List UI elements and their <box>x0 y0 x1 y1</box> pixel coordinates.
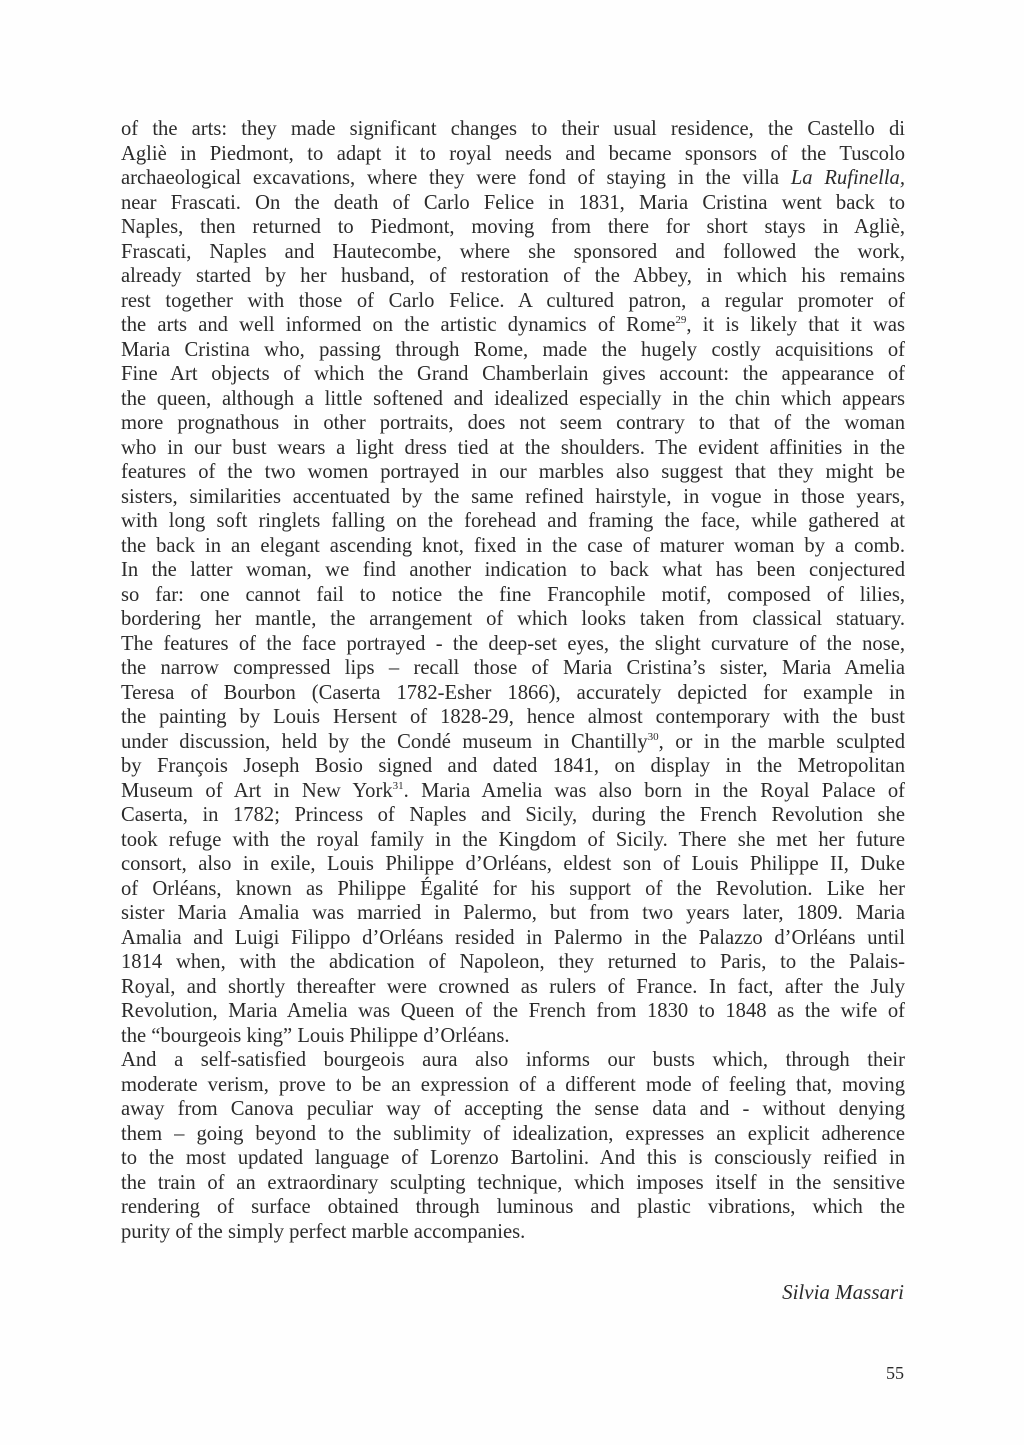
text-segment: under discussion, held by the Condé museum in Chantilly <box>121 730 648 753</box>
text-line: 1814 when, with the abdication of Napoleon, they returned to Paris, to the Palais- <box>121 951 905 973</box>
text-line: Royal, and shortly thereafter were crowned as rulers of France. In fact, after the July <box>121 975 905 998</box>
text-line: of the arts: they made significant changes to their usual residence, the Castello di <box>121 118 905 140</box>
text-line: the narrow compressed lips – recall those of Maria Cristina’s sister, Maria Amelia <box>121 657 905 679</box>
text-line: The features of the face portrayed - the deep-set eyes, the slight curvature of the nose, <box>121 632 905 655</box>
text-line: them – going beyond to the sublimity of idealization, expresses an explicit adherence <box>121 1122 905 1145</box>
text-line: Frascati, Naples and Hautecombe, where she sponsored and followed the work, <box>121 240 905 263</box>
text-line: who in our bust wears a light dress tied at the shoulders. The evident affinities in the <box>121 436 905 459</box>
text-line: by François Joseph Bosio signed and dated 1841, on display in the Metropolitan <box>121 755 905 777</box>
text-line: more prognathous in other portraits, does not seem contrary to that of the woman <box>121 412 905 434</box>
footnote-ref: 31 <box>392 779 404 792</box>
text-line: with long soft ringlets falling on the forehead and framing the face, while gathered at <box>121 510 905 532</box>
text-line: And a self-satisfied bourgeois aura also informs our busts which, through their <box>121 1049 905 1071</box>
text-segment: . Maria Amelia was also born in the Royal Palace of <box>403 779 905 802</box>
text-line: away from Canova peculiar way of accepting the sense data and - without denying <box>121 1098 905 1120</box>
text-line: Teresa of Bourbon (Caserta 1782-Esher 1866), accurately depicted for example in <box>121 681 905 704</box>
text-line: already started by her husband, of restoration of the Abbey, in which his remains <box>121 265 905 287</box>
text-line: features of the two women portrayed in our marbles also suggest that they might be <box>121 461 905 483</box>
author-signature: Silvia Massari <box>782 1280 904 1304</box>
text-line: the painting by Louis Hersent of 1828-29, hence almost contemporary with the bust <box>121 706 905 728</box>
text-segment: , or in the marble sculpted <box>658 730 905 753</box>
text-line: took refuge with the royal family in the Kingdom of Sicily. There she met her future <box>121 828 905 851</box>
paragraph-2 <box>121 1048 905 1244</box>
text-line: consort, also in exile, Louis Philippe d’Orléans, eldest son of Louis Philippe II, Duke <box>121 853 905 875</box>
footnote-ref: 29 <box>675 314 687 326</box>
text-line: near Frascati. On the death of Carlo Felice in 1831, Maria Cristina went back to <box>121 191 905 214</box>
text-segment: the arts and well informed on the artistic dynamics of Rome <box>121 314 676 336</box>
text-line <box>121 779 905 804</box>
text-line: so far: one cannot fail to notice the fine Francophile motif, composed of lilies, <box>121 583 905 606</box>
villa-name-italic: La Rufinella, <box>790 167 905 189</box>
page-number: 55 <box>886 1363 904 1383</box>
footnote-ref: 30 <box>647 730 659 743</box>
body-text <box>121 117 905 1244</box>
text-line: moderate verism, prove to be an expression of a different mode of feeling that, moving <box>121 1073 905 1096</box>
text-line: the “bourgeois king” Louis Philippe d’Orléans. <box>121 1024 510 1047</box>
text-line: Maria Cristina who, passing through Rome, made the hugely costly acquisitions of <box>121 338 905 361</box>
text-line: Caserta, in 1782; Princess of Naples and Sicily, during the French Revolution she <box>121 804 905 826</box>
text-line: In the latter woman, we find another indication to back what has been conjectured <box>121 559 905 581</box>
text-line: the back in an elegant ascending knot, fixed in the case of maturer woman by a comb. <box>121 534 905 557</box>
text-segment: , it is likely that it was <box>686 314 905 336</box>
text-segment: Museum of Art in New York <box>121 779 393 802</box>
text-line <box>121 730 905 755</box>
text-line: sisters, similarities accentuated by the same refined hairstyle, in vogue in those years, <box>121 485 905 508</box>
text-segment: archaeological excavations, where they were fond of staying in the villa <box>121 167 791 189</box>
text-line: Fine Art objects of which the Grand Chamberlain gives account: the appearance of <box>121 363 905 385</box>
text-line <box>121 166 905 191</box>
text-line: Revolution, Maria Amelia was Queen of the French from 1830 to 1848 as the wife of <box>121 1000 905 1022</box>
text-line: to the most updated language of Lorenzo Bartolini. And this is consciously reified in <box>121 1147 905 1169</box>
text-line: Amalia and Luigi Filippo d’Orléans resided in Palermo in the Palazzo d’Orléans until <box>121 926 905 949</box>
paragraph-1 <box>121 117 905 1048</box>
text-line: of Orléans, known as Philippe Égalité for his support of the Revolution. Like her <box>121 877 905 900</box>
text-line: the train of an extraordinary sculpting technique, which imposes itself in the sensitive <box>121 1171 905 1194</box>
text-line <box>121 313 905 338</box>
text-line: rendering of surface obtained through luminous and plastic vibrations, which the <box>121 1196 905 1218</box>
text-line: bordering her mantle, the arrangement of which looks taken from classical statuary. <box>121 608 905 630</box>
text-line: Agliè in Piedmont, to adapt it to royal needs and became sponsors of the Tuscolo <box>121 142 905 165</box>
text-line: the queen, although a little softened and idealized especially in the chin which appears <box>121 387 905 410</box>
text-line: rest together with those of Carlo Felice. A cultured patron, a regular promoter of <box>121 289 905 312</box>
text-line: purity of the simply perfect marble accompanies. <box>121 1220 526 1243</box>
text-line: sister Maria Amalia was married in Palermo, but from two years later, 1809. Maria <box>121 902 905 924</box>
text-line: Naples, then returned to Piedmont, moving from there for short stays in Agliè, <box>121 216 905 238</box>
